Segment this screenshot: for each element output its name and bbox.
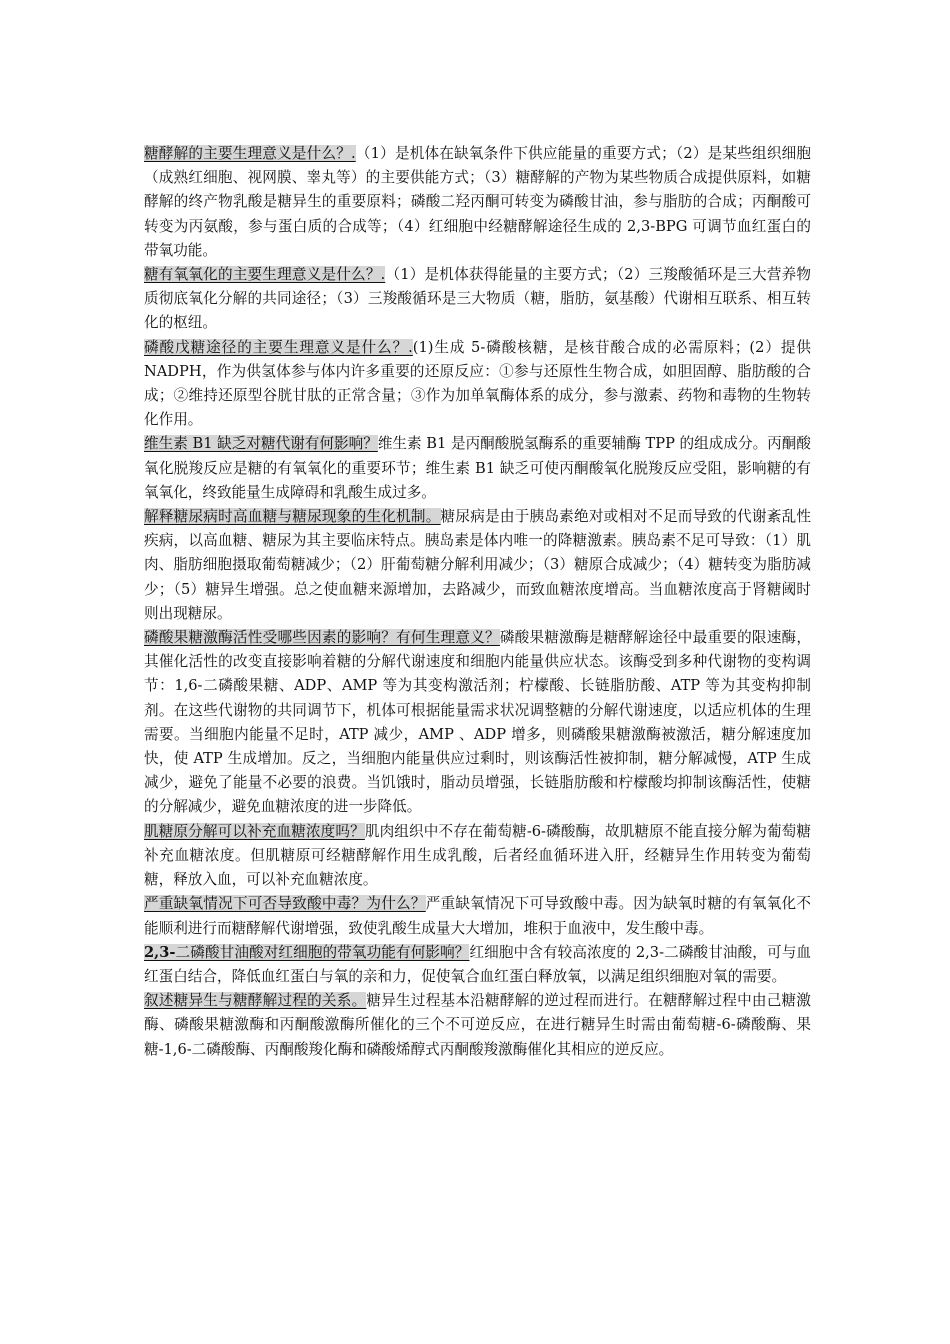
- qa-item-acidosis: [144, 892, 811, 940]
- answer-text: (1)生成 5-磷酸核糖，是核苷酸合成的必需原料；(2）提供 NADPH，作为供氢体参与体内许多重要的还原反应：①参与还原性生物合成，如胆固醇、脂肪酸的合成；②维持还原型谷胱甘肽的正常含量；③作为加单氧酶体系的成分，参与激素、药物和毒物的生物转化作用。: [144, 338, 811, 429]
- answer-text: 严重缺氧情况下可导致酸中毒。因为缺氧时糖的有氧氧化不能顺利进行而糖酵解代谢增强，致使乳酸生成量大大增加，堆积于血液中，发生酸中毒。: [144, 895, 811, 937]
- qa-item-diabetes: [144, 505, 811, 626]
- answer-text: 肌肉组织中不存在葡萄糖-6-磷酸酶，故肌糖原不能直接分解为葡萄糖补充血糖浓度。但肌糖原可经糖酵解作用生成乳酸，后者经血循环进入肝，经糖异生作用转变为葡萄糖，释放入血，可以补充血糖浓度。: [144, 822, 811, 889]
- question-heading-bold-prefix: 2,3-: [144, 943, 176, 961]
- answer-text: （1）是机体获得能量的主要方式；（2）三羧酸循环是三大营养物质彻底氧化分解的共同途径；（3）三羧酸循环是三大物质（糖，脂肪，氨基酸）代谢相互联系、相互转化的枢纽。: [144, 266, 812, 332]
- question-heading: 磷酸果糖激酶活性受哪些因素的影响？有何生理意义？: [144, 629, 500, 647]
- qa-item-aerobic-oxidation: [144, 263, 811, 336]
- qa-item-pfk: [144, 626, 811, 820]
- question-heading: 维生素 B1 缺乏对糖代谢有何影响？: [144, 435, 378, 453]
- qa-item-pentose-phosphate: [144, 336, 811, 433]
- question-heading: 磷酸戊糖途径的主要生理意义是什么？.: [144, 338, 413, 356]
- answer-text: 维生素 B1 是丙酮酸脱氢酶系的重要辅酶 TPP 的组成成分。丙酮酸氧化脱羧反应是糖的有氧氧化的重要环节；维生素 B1 缺乏可使丙酮酸氧化脱羧反应受阻，影响糖的有氧氧化，终致能量生成障碍和乳酸生成过多。: [144, 435, 811, 501]
- qa-item-glycolysis: [144, 142, 811, 263]
- answer-text: 红细胞中含有较高浓度的 2,3-二磷酸甘油酸，可与血红蛋白结合，降低血红蛋白与氧的亲和力，促使氧合血红蛋白释放氧，以满足组织细胞对氧的需要。: [144, 943, 811, 985]
- answer-text: 磷酸果糖激酶是糖酵解途径中最重要的限速酶，其催化活性的改变直接影响着糖的分解代谢速度和细胞内能量供应状态。该酶受到多种代谢物的变构调节：1,6-二磷酸果糖、ADP、AMP 等为其变构激活剂；柠檬酸、长链脂肪酸、ATP 等为其变构抑制剂。在这些代谢物的共同调节下，机体可根据能量需求状况调整糖的分解代谢速度，以适应机体的生理需要。当细胞内能量不足时，ATP 减少，AMP 、ADP 增多，则磷酸果糖激酶被激活，糖分解速度加快，使 ATP 生成增加。反之，当细胞内能量供应过剩时，则该酶活性被抑制，糖分解减慢，ATP 生成减少，避免了能量不必要的浪费。当饥饿时，脂动员增强，长链脂肪酸和柠檬酸均抑制该酶活性，使糖的分解减少，避免血糖浓度的进一步降低。: [144, 629, 811, 816]
- answer-text: 糖尿病是由于胰岛素绝对或相对不足而导致的代谢紊乱性疾病，以高血糖、糖尿为其主要临床特点。胰岛素是体内唯一的降糖激素。胰岛素不足可导致：（1）肌肉、脂肪细胞摄取葡萄糖减少；（2）肝葡萄糖分解利用减少；（3）糖原合成减少；（4）糖转变为脂肪减少；（5）糖异生增强。总之使血糖来源增加，去路减少，而致血糖浓度增高。当血糖浓度高于肾糖阈时则出现糖尿。: [144, 508, 811, 622]
- question-heading: 糖酵解的主要生理意义是什么？.: [144, 145, 356, 162]
- document-page: [144, 142, 811, 1062]
- qa-item-muscle-glycogen: [144, 820, 811, 893]
- answer-text: 糖异生过程基本沿糖酵解的逆过程而进行。在糖酵解过程中由己糖激酶、磷酸果糖激酶和丙酮酸激酶所催化的三个不可逆反应，在进行糖异生时需由葡萄糖-6-磷酸酶、果糖-1,6-二磷酸酶、丙酮酸羧化酶和磷酸烯醇式丙酮酸羧激酶催化其相应的逆反应。: [144, 992, 811, 1058]
- question-heading: [144, 944, 469, 961]
- qa-item-2-3-bpg: [144, 941, 811, 989]
- question-heading: 糖有氧氧化的主要生理意义是什么？.: [144, 266, 386, 284]
- question-heading: 解释糖尿病时高血糖与糖尿现象的生化机制。: [144, 508, 441, 526]
- question-heading-rest: 二磷酸甘油酸对红细胞的带氧功能有何影响？: [175, 943, 470, 961]
- qa-item-vitamin-b1: [144, 432, 811, 505]
- question-heading: 严重缺氧情况下可否导致酸中毒？为什么？: [144, 895, 426, 913]
- question-heading: 肌糖原分解可以补充血糖浓度吗？: [144, 822, 365, 840]
- qa-item-gluconeogenesis: [144, 989, 811, 1062]
- question-heading: 叙述糖异生与糖酵解过程的关系。: [144, 992, 367, 1010]
- answer-text: （1）是机体在缺氧条件下供应能量的重要方式；（2）是某些组织细胞（成熟红细胞、视网膜、睾丸等）的主要供能方式；（3）糖酵解的产物为某些物质合成提供原料，如糖酵解的终产物乳酸是糖异生的重要原料；磷酸二羟丙酮可转变为磷酸甘油，参与脂肪的合成；丙酮酸可转变为丙氨酸，参与蛋白质的合成等；（4）红细胞中经糖酵解途径生成的 2,3-BPG 可调节血红蛋白的带氧功能。: [144, 145, 812, 259]
